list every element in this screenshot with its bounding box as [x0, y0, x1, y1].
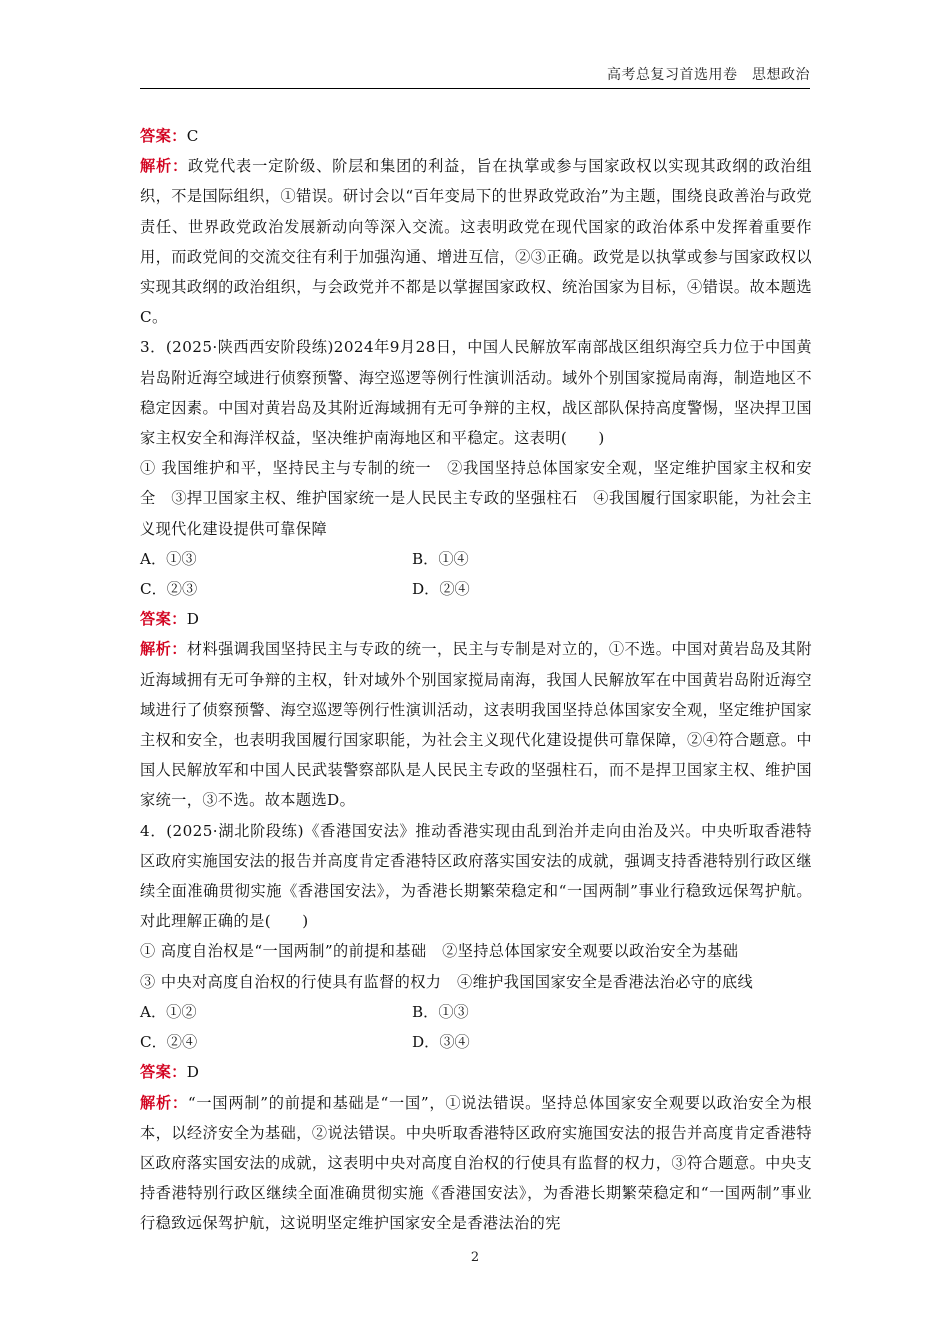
- page-number: 2: [470, 1250, 480, 1265]
- answer-label: 答案：: [140, 610, 187, 629]
- header-title: 高考总复习首选用卷 思想政治: [607, 67, 810, 83]
- answer-value: D: [186, 610, 200, 629]
- document-body: [140, 121, 812, 1239]
- q2-analysis: [140, 151, 812, 332]
- q4-options-row2: [140, 1027, 812, 1057]
- q2-answer: [140, 121, 812, 151]
- answer-label: 答案：: [140, 127, 187, 145]
- option-d[interactable]: D．②④: [412, 580, 470, 599]
- q4-options-row1: [140, 997, 812, 1027]
- q3-answer: [140, 604, 812, 634]
- answer-label: 答案：: [140, 1063, 187, 1082]
- option-c[interactable]: C．②③: [140, 580, 198, 599]
- q4-analysis: [140, 1088, 812, 1239]
- q4-statement-line1: ① 高度自治权是“一国两制”的前提和基础 ②坚持总体国家安全观要以政治安全为基础: [140, 942, 739, 961]
- analysis-label: 解析：: [140, 1093, 188, 1112]
- option-d[interactable]: D．③④: [412, 1033, 470, 1052]
- analysis-text: “一国两制”的前提和基础是“一国”，①说法错误。坚持总体国家安全观要以政治安全为根本，以经济安全为基础，②说法错误。中央听取香港特区政府实施国安法的报告并高度肯定香港特区政府落实国安法的成就，这表明中央对高度自治权的行使具有监督的权力，③符合题意。中央支持香港特别行政区继续全面准确贯彻实施《香港国安法》，为香港长期繁荣稳定和“一国两制”事业行稳致远保驾护航，这说明坚定维护国家安全是香港法治的宪: [140, 1093, 812, 1233]
- analysis-label: 解析：: [140, 157, 189, 176]
- q3-stem: 3．(2025·陕西西安阶段练)2024年9月28日，中国人民解放军南部战区组织海空兵力位于中国黄岩岛附近海空域进行侦察预警、海空巡逻等例行性演训活动。域外个别国家搅局南海，制造地区不稳定因素。中国对黄岩岛及其附近海域拥有无可争辩的主权，战区部队保持高度警惕，坚决捍卫国家主权安全和海洋权益，坚决维护南海地区和平稳定。这表明( ): [140, 338, 812, 448]
- option-a[interactable]: A．①③: [140, 549, 197, 568]
- option-c[interactable]: C．②④: [140, 1033, 198, 1052]
- analysis-text: 材料强调我国坚持民主与专政的统一，民主与专制是对立的，①不选。中国对黄岩岛及其附近海域拥有无可争辩的主权，针对域外个别国家搅局南海，我国人民解放军在中国黄岩岛附近海空域进行了侦察预警、海空巡逻等例行性演训活动，这表明我国坚持总体国家安全观，坚定维护国家主权和安全，也表明我国履行国家职能，为社会主义现代化建设提供可靠保障，②④符合题意。中国人民解放军和中国人民武装警察部队是人民民主专政的坚强柱石，而不是捍卫国家主权、维护国家统一，③不选。故本题选D。: [140, 640, 813, 810]
- q4-stem: 4．(2025·湖北阶段练)《香港国安法》推动香港实现由乱到治并走向由治及兴。中央听取香港特区政府实施国安法的报告并高度肯定香港特区政府落实国安法的成就，强调支持香港特别行政区继续全面准确贯彻实施《香港国安法》，为香港长期繁荣稳定和“一国两制”事业行稳致远保驾护航。对此理解正确的是( ): [140, 821, 812, 931]
- q3-options-row2: [140, 574, 812, 604]
- q4-answer: [140, 1057, 812, 1087]
- q4-statement-line2: ③ 中央对高度自治权的行使具有监督的权力 ④维护我国国家安全是香港法治必守的底线: [140, 972, 754, 991]
- option-b[interactable]: B．①③: [412, 1002, 469, 1021]
- answer-value: C: [186, 127, 199, 145]
- q3-analysis: [140, 634, 812, 815]
- analysis-label: 解析：: [140, 640, 187, 659]
- option-a[interactable]: A．①②: [140, 1002, 197, 1021]
- q3-statements: ① 我国维护和平，坚持民主与专制的统一 ②我国坚持总体国家安全观，坚定维护国家主权和安全 ③捍卫国家主权、维护国家统一是人民民主专政的坚强柱石 ④我国履行国家职能，为社会主义现代化建设提供可靠保障: [140, 459, 812, 538]
- analysis-text: 政党代表一定阶级、阶层和集团的利益，旨在执掌或参与国家政权以实现其政纲的政治组织，不是国际组织，①错误。研讨会以“百年变局下的世界政党政治”为主题，围绕良政善治与政党责任、世界政党政治发展新动向等深入交流。这表明政党在现代国家的政治体系中发挥着重要作用，而政党间的交流交往有利于加强沟通、增进互信，②③正确。政党是以执掌或参与国家政权以实现其政纲的政治组织，与会政党并不都是以掌握国家政权、统治国家为目标，④错误。故本题选C。: [140, 157, 812, 327]
- option-b[interactable]: B．①④: [412, 549, 469, 568]
- page-header: [140, 60, 810, 89]
- answer-value: D: [186, 1063, 200, 1082]
- q3-options-row1: [140, 544, 812, 574]
